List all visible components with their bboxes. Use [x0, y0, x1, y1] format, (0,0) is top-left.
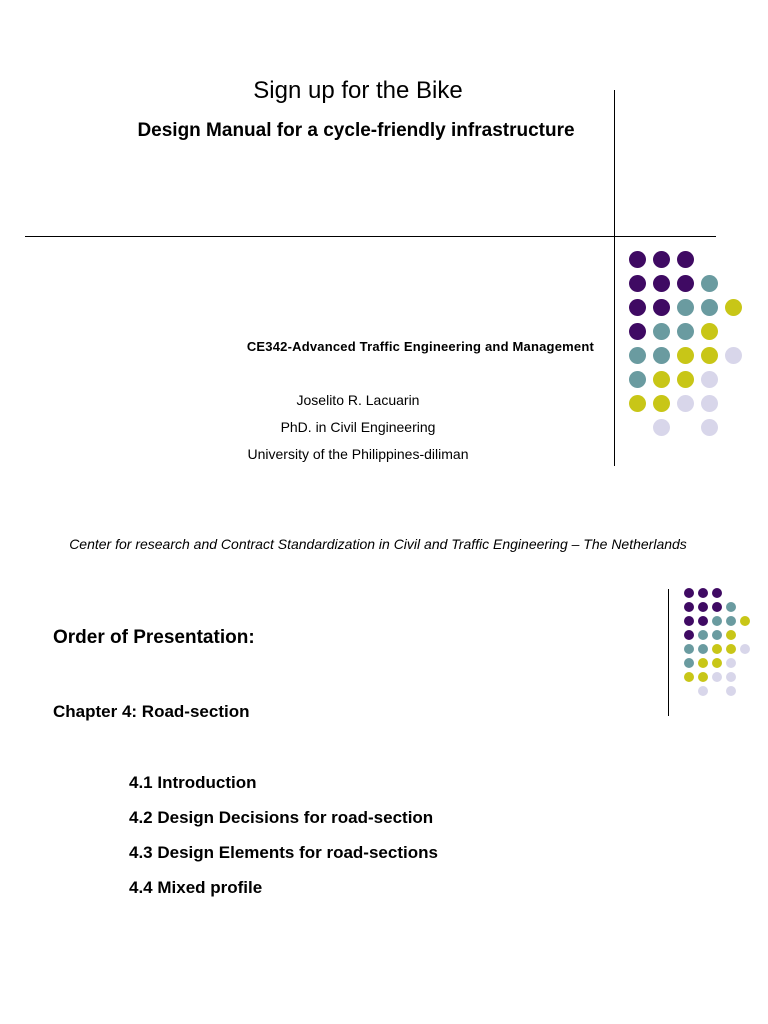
- decorative-dot: [677, 371, 694, 388]
- decorative-dot: [701, 347, 718, 364]
- presentation-heading: Order of Presentation:: [53, 627, 255, 648]
- decorative-dot: [653, 251, 670, 268]
- decorative-dot: [684, 588, 694, 598]
- decorative-dot: [629, 371, 646, 388]
- decorative-dot: [698, 616, 708, 626]
- decorative-dot: [698, 602, 708, 612]
- decorative-dot: [712, 644, 722, 654]
- decorative-dot: [740, 616, 750, 626]
- decorative-dot: [629, 323, 646, 340]
- vertical-divider-small: [668, 589, 669, 716]
- decorative-dot: [677, 251, 694, 268]
- course-title: CE342-Advanced Traffic Engineering and Management: [246, 339, 594, 354]
- decorative-dot: [701, 323, 718, 340]
- decorative-dot: [726, 616, 736, 626]
- horizontal-divider: [25, 236, 716, 237]
- decorative-dot: [653, 395, 670, 412]
- decorative-dot: [684, 658, 694, 668]
- decorative-dot: [698, 658, 708, 668]
- toc-item: 4.3 Design Elements for road-sections: [129, 843, 438, 862]
- decorative-dot: [701, 299, 718, 316]
- decorative-dot: [677, 395, 694, 412]
- toc-item: 4.4 Mixed profile: [129, 878, 263, 897]
- decorative-dot: [653, 419, 670, 436]
- decorative-dot: [684, 616, 694, 626]
- decorative-dot: [701, 275, 718, 292]
- decorative-dot: [698, 588, 708, 598]
- decorative-dot: [712, 602, 722, 612]
- decorative-dot: [653, 323, 670, 340]
- decorative-dot: [726, 644, 736, 654]
- decorative-dot: [684, 630, 694, 640]
- decorative-dot: [712, 658, 722, 668]
- chapter-title: Chapter 4: Road-section: [53, 702, 250, 721]
- decorative-dot: [677, 323, 694, 340]
- decorative-dot: [653, 371, 670, 388]
- decorative-dot: [701, 395, 718, 412]
- decorative-dot: [653, 299, 670, 316]
- decorative-dot: [726, 672, 736, 682]
- decorative-dot: [684, 672, 694, 682]
- decorative-dot: [712, 616, 722, 626]
- decorative-dot: [725, 347, 742, 364]
- decorative-dot: [653, 347, 670, 364]
- toc-item: 4.1 Introduction: [129, 773, 257, 792]
- decorative-dot: [712, 672, 722, 682]
- decorative-dot: [725, 299, 742, 316]
- decorative-dot: [684, 602, 694, 612]
- decorative-dot: [629, 299, 646, 316]
- slide-title: Sign up for the Bike: [253, 77, 463, 104]
- author-degree: PhD. in Civil Engineering: [280, 419, 436, 435]
- author-university: University of the Philippines-diliman: [247, 446, 469, 462]
- decorative-dot: [629, 275, 646, 292]
- decorative-dot: [629, 395, 646, 412]
- vertical-divider: [614, 90, 615, 466]
- decorative-dot: [726, 630, 736, 640]
- decorative-dot: [684, 644, 694, 654]
- decorative-dot: [653, 275, 670, 292]
- decorative-dot: [698, 686, 708, 696]
- decorative-dot: [698, 672, 708, 682]
- decorative-dot: [726, 686, 736, 696]
- decorative-dot: [701, 419, 718, 436]
- author-name: Joselito R. Lacuarin: [296, 392, 420, 408]
- slide-subtitle: Design Manual for a cycle-friendly infrastructure: [137, 120, 575, 141]
- decorative-dot: [726, 658, 736, 668]
- decorative-dot: [677, 347, 694, 364]
- decorative-dot: [698, 630, 708, 640]
- decorative-dot: [740, 644, 750, 654]
- decorative-dot: [629, 347, 646, 364]
- decorative-dot: [677, 299, 694, 316]
- organization-line: Center for research and Contract Standardization in Civil and Traffic Engineering – The Netherlands: [69, 536, 687, 552]
- toc-item: 4.2 Design Decisions for road-section: [129, 808, 434, 827]
- decorative-dot: [712, 588, 722, 598]
- decorative-dot: [701, 371, 718, 388]
- decorative-dot: [712, 630, 722, 640]
- decorative-dot: [698, 644, 708, 654]
- decorative-dot: [677, 275, 694, 292]
- decorative-dot: [629, 251, 646, 268]
- decorative-dot: [726, 602, 736, 612]
